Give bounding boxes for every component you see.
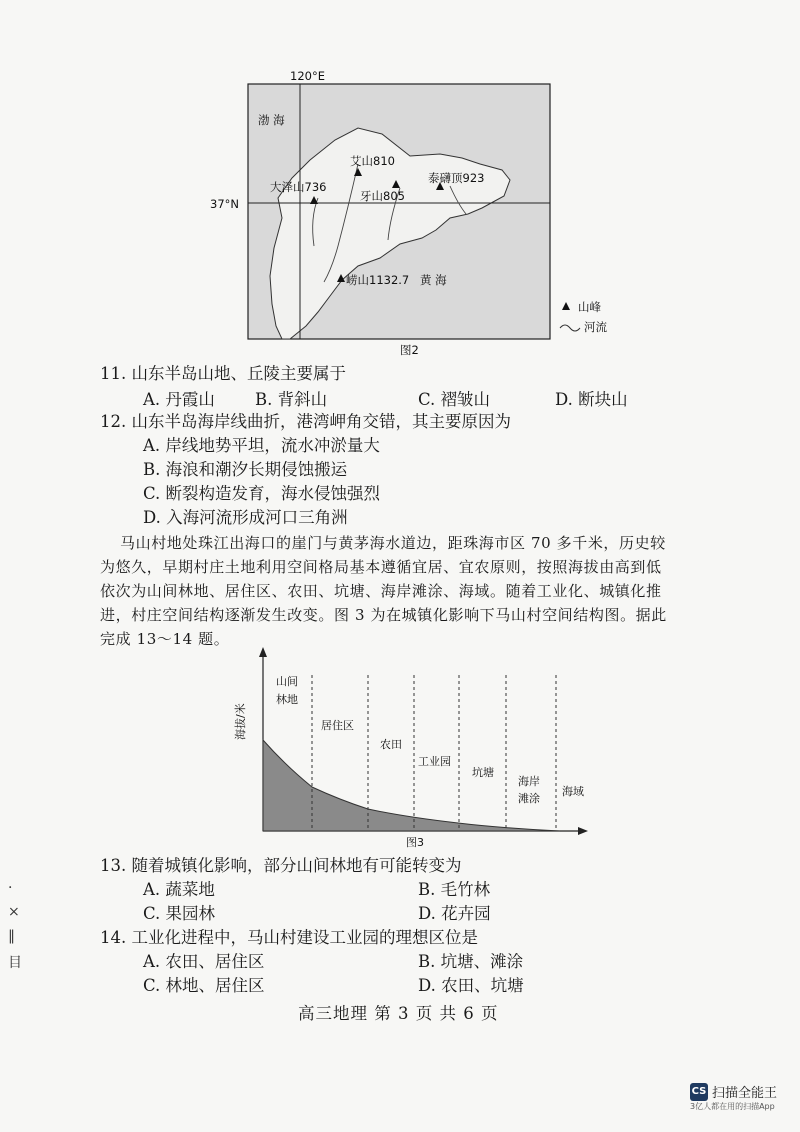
zone-label-forest-2: 林地 (276, 693, 298, 706)
bohai-label: 渤 海 (258, 113, 285, 127)
question-14-stem: 14. 工业化进程中，马山村建设工业园的理想区位是 (100, 928, 478, 947)
zone-label-sea: 海域 (562, 785, 584, 798)
question-11-stem: 11. 山东半岛山地、丘陵主要属于 (100, 364, 346, 383)
y-axis-label: 海拔/米 (234, 703, 247, 740)
zone-label-residential: 居住区 (321, 719, 354, 732)
terrain-area (263, 740, 560, 831)
legend-peak-label: 山峰 (578, 300, 601, 314)
zone-label-forest-1: 山间 (276, 675, 298, 688)
q14-option-d[interactable]: D. 农田、坑塘 (418, 976, 524, 995)
question-12-stem: 12. 山东半岛海岸线曲折，港湾岬角交错，其主要原因为 (100, 412, 511, 431)
passage-line: 完成 13～14 题。 (100, 630, 230, 648)
zone-label-beach-2: 滩涂 (518, 792, 540, 805)
zone-label-farmland: 农田 (380, 738, 402, 751)
q13-option-c[interactable]: C. 果园林 (143, 904, 216, 923)
shandong-map (210, 68, 630, 358)
q14-option-b[interactable]: B. 坑塘、滩涂 (418, 952, 524, 971)
q11-option-c[interactable]: C. 褶皱山 (418, 390, 491, 409)
peak-label-aishan: 艾山810 (350, 154, 395, 168)
camscanner-name: 扫描全能王 (712, 1086, 778, 1101)
passage-line: 为悠久，早期村庄土地利用空间格局基本遵循宜居、宜农原则，按照海拔由高到低 (100, 558, 662, 576)
chart-caption: 图3 (406, 836, 424, 849)
question-13-stem: 13. 随着城镇化影响，部分山间林地有可能转变为 (100, 856, 462, 875)
peak-label-dazeshan: 大泽山736 (270, 180, 327, 194)
huanghai-label: 黄 海 (420, 273, 447, 287)
camscanner-badge (690, 1082, 794, 1112)
passage-line: 依次为山间林地、居住区、农田、坑塘、海岸滩涂、海域。随着工业化、城镇化推 (100, 582, 662, 600)
legend-river-label: 河流 (584, 320, 607, 334)
passage-line: 马山村地处珠江出海口的崖门与黄茅海水道边，距珠海市区 70 多千米，历史较 (120, 534, 666, 552)
margin-mark: · (8, 880, 13, 896)
camscanner-tagline: 3亿人都在用的扫描App (690, 1102, 775, 1111)
peak-label-yashan: 牙山805 (360, 189, 405, 203)
page-footer: 高三地理 第 3 页 共 6 页 (298, 1004, 499, 1023)
camscanner-logo-icon: CS (690, 1083, 708, 1101)
map-caption: 图2 (400, 343, 419, 357)
q12-option-c[interactable]: C. 断裂构造发育，海水侵蚀强烈 (143, 484, 381, 503)
peak-label-laoshan: 崂山1132.7 (346, 273, 410, 287)
q13-option-b[interactable]: B. 毛竹林 (418, 880, 491, 899)
zone-label-pond: 坑塘 (472, 766, 494, 779)
legend-peak-icon (562, 302, 570, 310)
y-axis-arrow (259, 647, 267, 657)
longitude-label: 120°E (290, 69, 325, 83)
q14-option-c[interactable]: C. 林地、居住区 (143, 976, 265, 995)
q12-option-b[interactable]: B. 海浪和潮汐长期侵蚀搬运 (143, 460, 348, 479)
margin-mark: × (8, 904, 20, 920)
question-11-options (0, 386, 800, 410)
peak-label-taibodin: 泰礴顶923 (428, 171, 485, 185)
q11-option-d[interactable]: D. 断块山 (555, 390, 628, 409)
latitude-label: 37°N (210, 197, 239, 211)
margin-mark: ‖ (8, 928, 15, 944)
zone-label-industrial-park: 工业园 (418, 755, 451, 768)
q11-option-a[interactable]: A. 丹霞山 (143, 390, 215, 409)
q13-option-d[interactable]: D. 花卉园 (418, 904, 491, 923)
q12-option-d[interactable]: D. 入海河流形成河口三角洲 (143, 508, 348, 527)
q12-option-a[interactable]: A. 岸线地势平坦，流水冲淤量大 (143, 436, 380, 455)
x-axis-arrow (578, 827, 588, 835)
village-structure-chart (230, 645, 600, 850)
q13-option-a[interactable]: A. 蔬菜地 (143, 880, 215, 899)
q14-option-a[interactable]: A. 农田、居住区 (143, 952, 265, 971)
passage-line: 进，村庄空间结构逐渐发生改变。图 3 为在城镇化影响下马山村空间结构图。据此 (100, 606, 667, 624)
margin-mark: 目 (8, 955, 22, 971)
zone-label-beach-1: 海岸 (518, 775, 540, 788)
q11-option-b[interactable]: B. 背斜山 (255, 390, 328, 409)
legend-river-icon (560, 325, 580, 331)
